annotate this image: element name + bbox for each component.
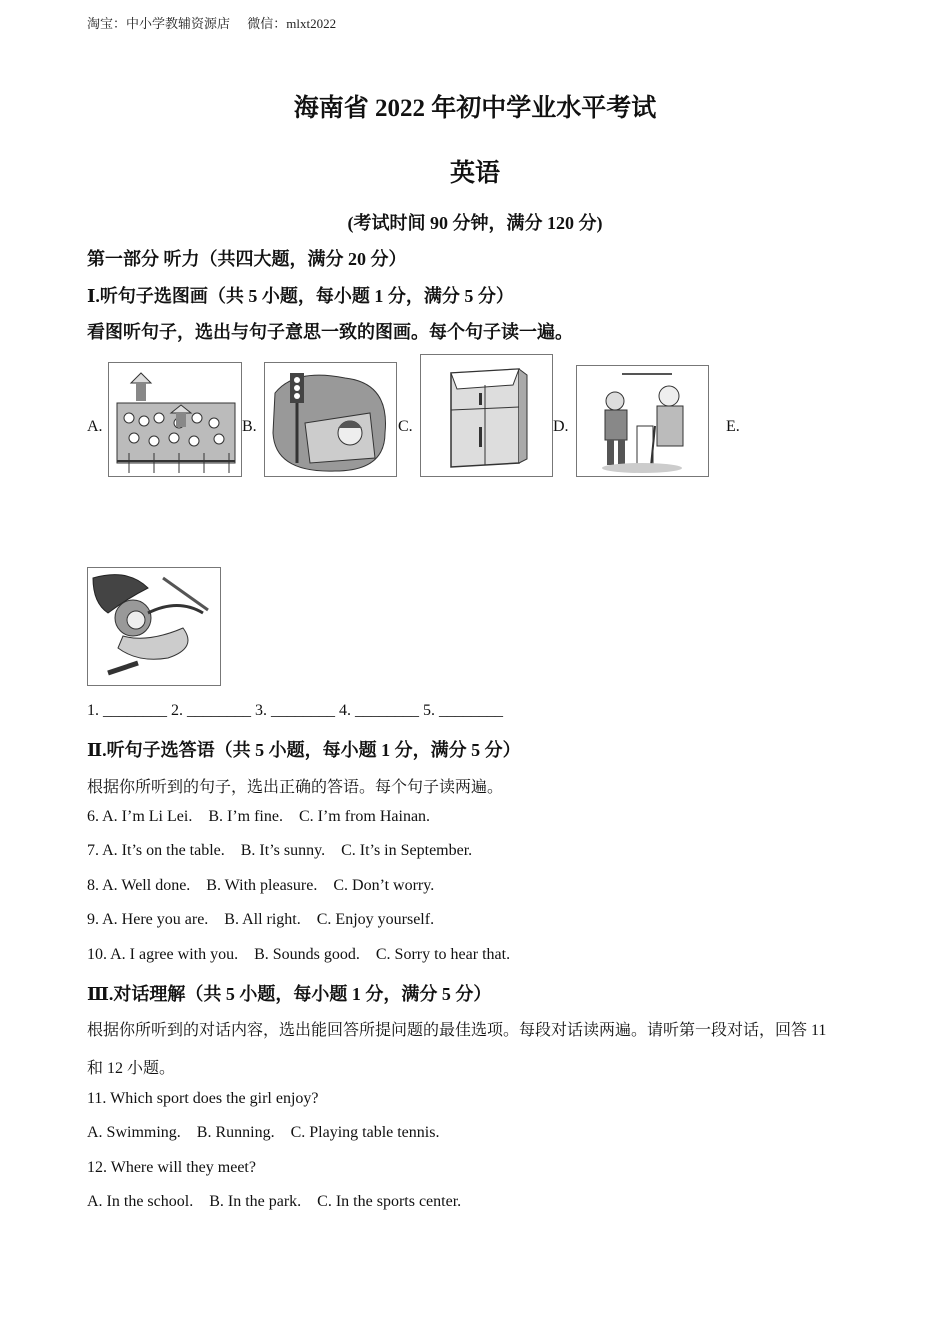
part1-heading: 第一部分 听力（共四大题，满分 20 分） (87, 249, 407, 269)
option-c-label: C. (398, 418, 413, 435)
option-a-label: A. (87, 418, 103, 435)
exam-title: 海南省 2022 年初中学业水平考试 (293, 95, 657, 122)
section3-instruction-line1: 根据你所听到的对话内容，选出能回答所提问题的最佳选项。每段对话读两遍。请听第一段对话，回答 11 (87, 1022, 827, 1039)
subject-title: 英语 (449, 160, 500, 187)
option-b-label: B. (242, 418, 257, 435)
answer-blanks: 1. ________ 2. ________ 3. ________ 4. ________ 5. ________ (87, 702, 503, 719)
question-8: 8. A. Well done. B. With pleasure. C. Don’t worry. (87, 877, 435, 894)
shop-label: 淘宝：中小学教辅资源店 (87, 16, 231, 31)
section2-heading: Ⅱ.听句子选答语（共 5 小题，每小题 1 分，满分 5 分） (87, 740, 521, 760)
section3-heading: Ⅲ.对话理解（共 5 小题，每小题 1 分，满分 5 分） (87, 984, 492, 1004)
section1-instruction: 看图听句子，选出与句子意思一致的图画。每个句子读一遍。 (87, 322, 573, 342)
bus-seat-offer-picture (576, 365, 709, 477)
question-11-options: A. Swimming. B. Running. C. Playing table tennis. (87, 1124, 440, 1141)
monkey-king-picture (87, 567, 221, 686)
exam-info: (考试时间 90 分钟，满分 120 分) (347, 213, 603, 233)
question-12: 12. Where will they meet? (87, 1159, 256, 1176)
option-e-label: E. (726, 418, 740, 435)
traffic-light-driver-picture (264, 362, 397, 477)
section2-instruction: 根据你所听到的句子，选出正确的答语。每个句子读两遍。 (87, 779, 504, 796)
question-9: 9. A. Here you are. B. All right. C. Enjoy yourself. (87, 911, 435, 928)
option-d-label: D. (553, 418, 569, 435)
question-12-options: A. In the school. B. In the park. C. In the sports center. (87, 1193, 462, 1210)
section3-instruction-line2: 和 12 小题。 (87, 1060, 176, 1077)
wechat-label: 微信：mlxt2022 (247, 16, 337, 31)
refrigerator-picture (420, 354, 553, 477)
question-7: 7. A. It’s on the table. B. It’s sunny. C. It’s in September. (87, 842, 473, 859)
page-header (87, 13, 350, 32)
question-10: 10. A. I agree with you. B. Sounds good. C. Sorry to hear that. (87, 946, 511, 963)
picture-row (87, 352, 787, 482)
farm-workers-picture (108, 362, 242, 477)
question-11: 11. Which sport does the girl enjoy? (87, 1090, 319, 1107)
question-6: 6. A. I’m Li Lei. B. I’m fine. C. I’m from Hainan. (87, 808, 431, 825)
section1-heading: Ⅰ.听句子选图画（共 5 小题，每小题 1 分，满分 5 分） (87, 286, 514, 306)
